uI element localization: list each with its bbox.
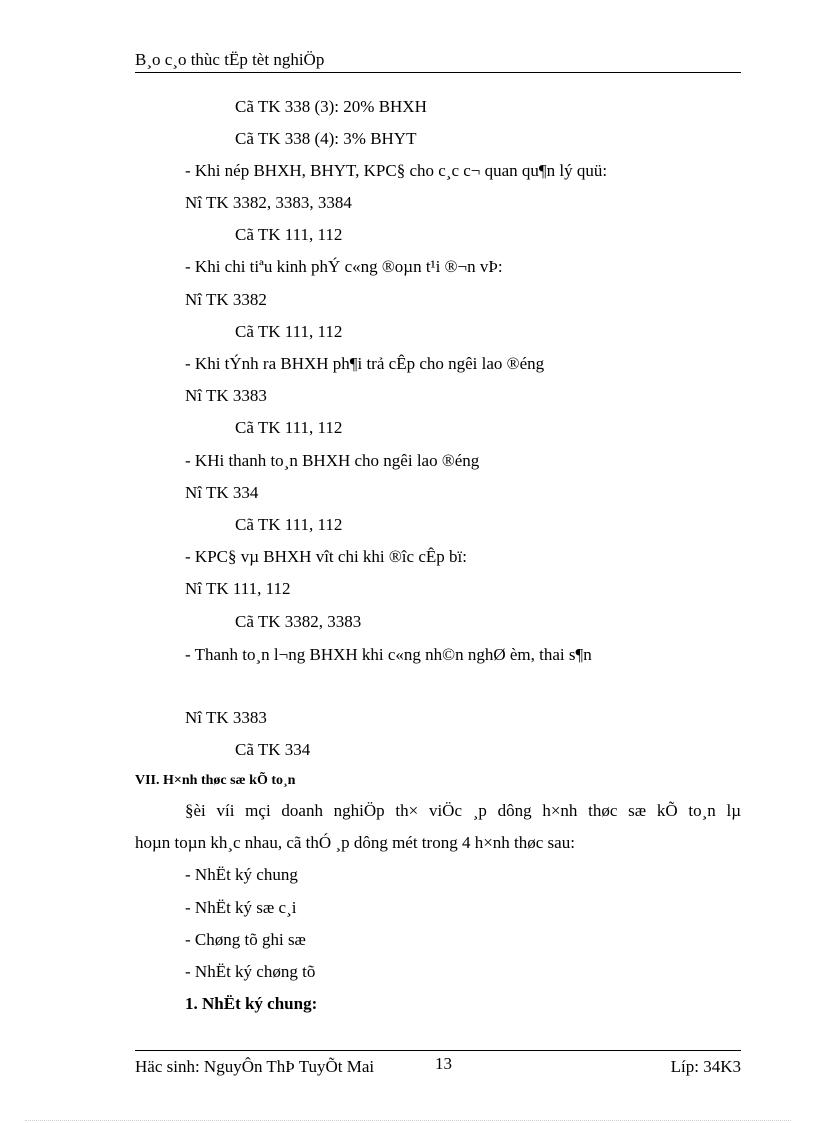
body-line: Cã TK 338 (4): 3% BHYT [235,129,417,148]
body-line: Nî TK 111, 112 [185,579,291,598]
body-line: Nî TK 3382, 3383, 3384 [185,193,352,212]
paragraph-line-1: §èi víi mçi doanh nghiÖp th× viÖc ¸p dông h×nh thøc sæ kÕ to¸n lµ [185,801,741,820]
paragraph-line-2: hoµn toµn kh¸c nhau, cã thÓ ¸p dông mét trong 4 h×nh thøc sau: [135,833,575,852]
subsection-heading: 1. NhËt ký chung: [185,994,318,1013]
list-item: - Chøng tõ ghi sæ [185,930,306,949]
body-line: - Khi tÝnh ra BHXH ph¶i trả cÊp cho ngêi lao ®éng [185,354,545,373]
body-line: Cã TK 334 [235,740,311,759]
list-item: - NhËt ký sæ c¸i [185,898,297,917]
body-line: - Khi chi tiªu kinh phÝ c«ng ®oµn t¹i ®¬n vÞ: [185,257,503,276]
page-footer [135,1050,741,1081]
body-line: Cã TK 111, 112 [235,322,343,341]
page-header [135,50,741,73]
body-line: Nî TK 3382 [185,290,267,309]
page-edge-divider [25,1120,791,1121]
footer-class: Líp: 34K3 [670,1057,741,1076]
body-line: Cã TK 111, 112 [235,418,343,437]
header-title: B¸o c¸o thùc tËp tèt nghiÖp [135,50,325,69]
list-item: - NhËt ký chung [185,865,298,884]
body-line: Cã TK 111, 112 [235,225,343,244]
section-heading: VII. H×nh thøc sæ kÕ to¸n [135,773,296,788]
body-line: - KPC§ vµ BHXH vît chi khi ®îc cÊp bï: [185,547,467,566]
body-line: - Thanh to¸n l¬ng BHXH khi c«ng nh©n nghØ èm, thai s¶n [185,645,592,664]
list-item: - NhËt ký chøng tõ [185,962,316,981]
body-line: - Khi nép BHXH, BHYT, KPC§ cho c¸c c¬ quan qu¶n lý quü: [185,161,608,180]
body-line: Nî TK 3383 [185,386,267,405]
body-line: Cã TK 3382, 3383 [235,612,362,631]
body-line: - KHi thanh to¸n BHXH cho ngêi lao ®éng [185,451,480,470]
body-line: Nî TK 334 [185,483,259,502]
body-line: Cã TK 111, 112 [235,515,343,534]
footer-student: Häc sinh: NguyÔn ThÞ TuyÕt Mai [135,1057,375,1076]
page-number: 13 [435,1054,452,1073]
body-line: Nî TK 3383 [185,708,267,727]
body-line: Cã TK 338 (3): 20% BHXH [235,97,427,116]
